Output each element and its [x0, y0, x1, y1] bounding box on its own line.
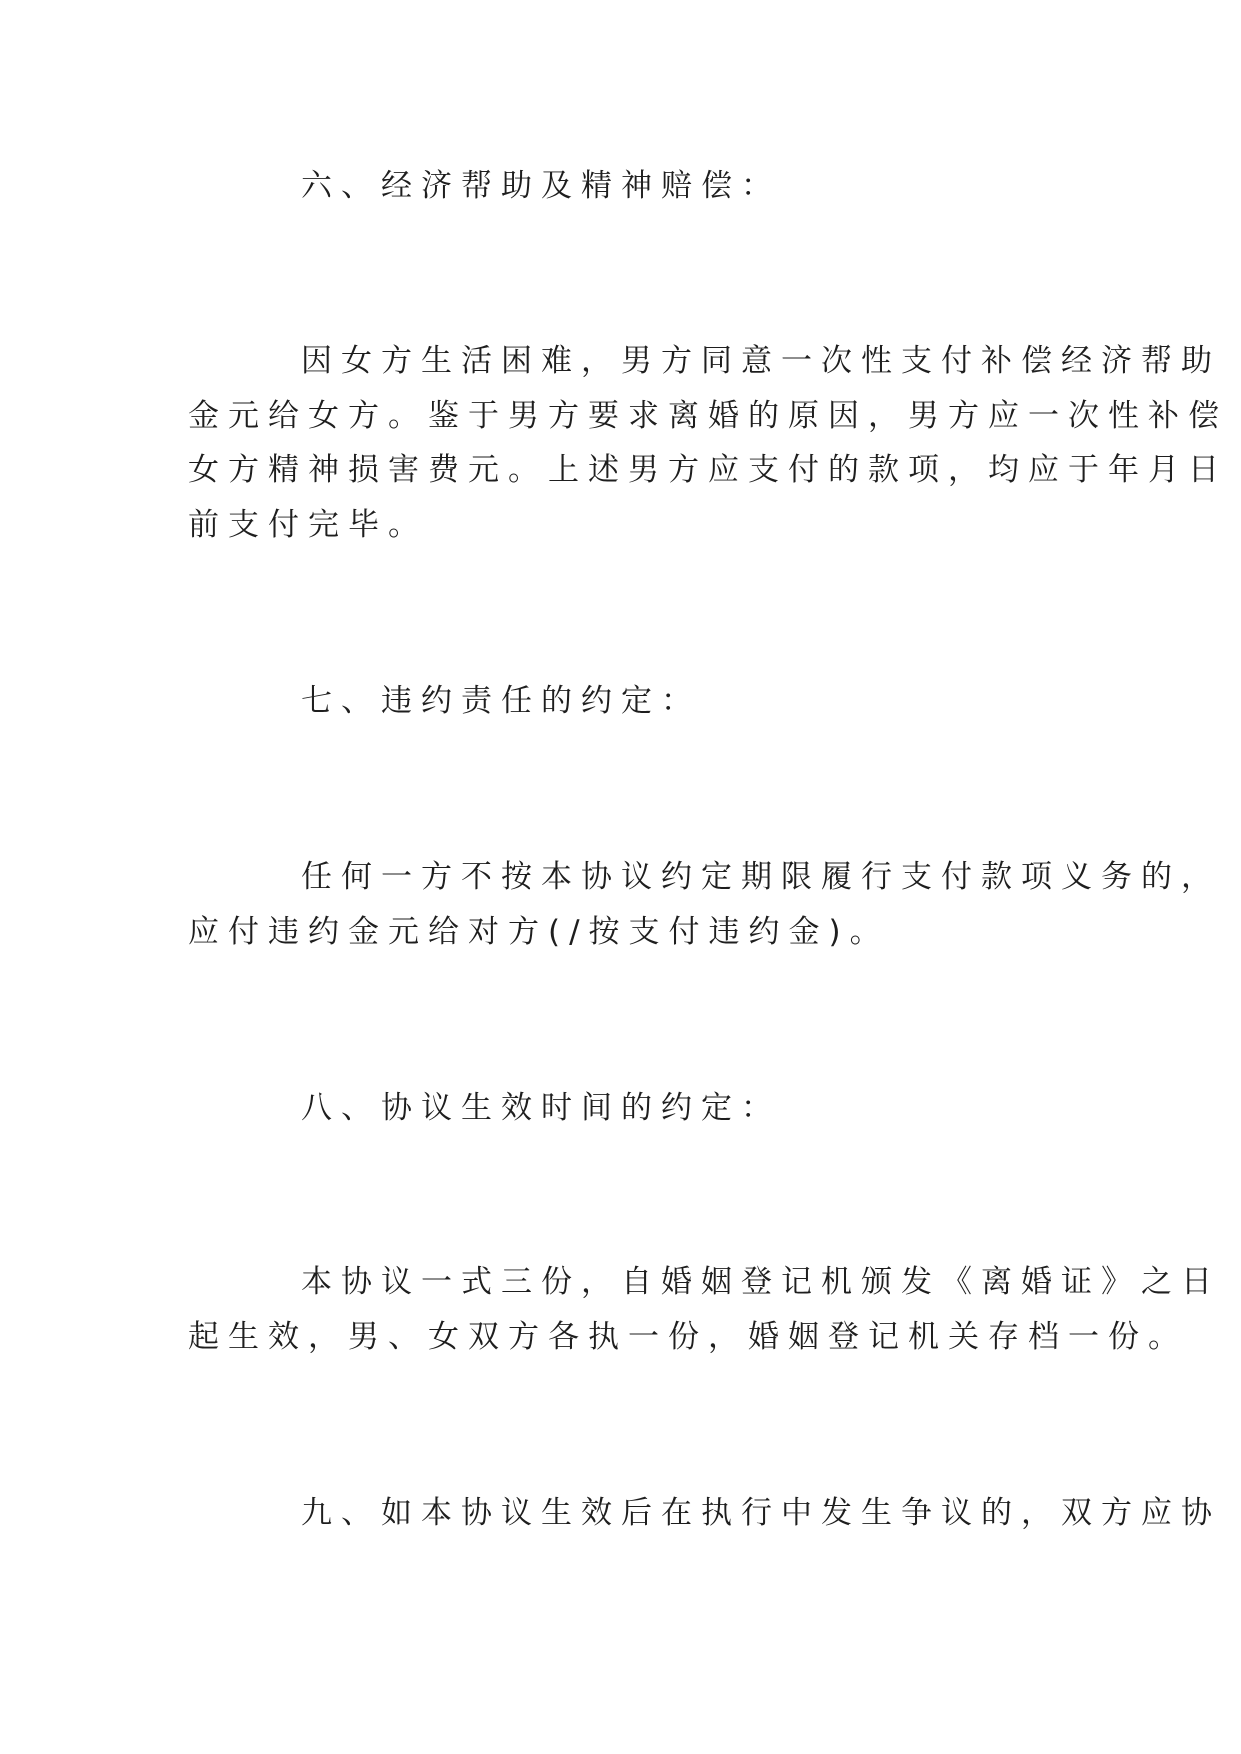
section-7-line-1: 任何一方不按本协议约定期限履行支付款项义务的， — [301, 859, 1221, 895]
section-7-heading: 七、违约责任的约定： — [301, 683, 701, 719]
section-6-line-4: 前支付完毕。 — [188, 507, 428, 543]
section-6-line-3: 女方精神损害费元。上述男方应支付的款项，均应于年月日 — [188, 452, 1228, 488]
section-6-line-1: 因女方生活困难，男方同意一次性支付补偿经济帮助 — [301, 343, 1221, 379]
section-8-line-1: 本协议一式三份，自婚姻登记机颁发《离婚证》之日 — [301, 1264, 1221, 1300]
section-8-heading: 八、协议生效时间的约定： — [301, 1090, 781, 1126]
section-6-line-2: 金元给女方。鉴于男方要求离婚的原因，男方应一次性补偿 — [188, 398, 1228, 434]
section-8-line-2: 起生效，男、女双方各执一份，婚姻登记机关存档一份。 — [188, 1319, 1188, 1355]
section-6-heading: 六、经济帮助及精神赔偿： — [301, 168, 781, 204]
section-9-heading: 九、如本协议生效后在执行中发生争议的，双方应协 — [301, 1495, 1221, 1531]
section-7-line-2: 应付违约金元给对方(/按支付违约金)。 — [188, 914, 890, 950]
